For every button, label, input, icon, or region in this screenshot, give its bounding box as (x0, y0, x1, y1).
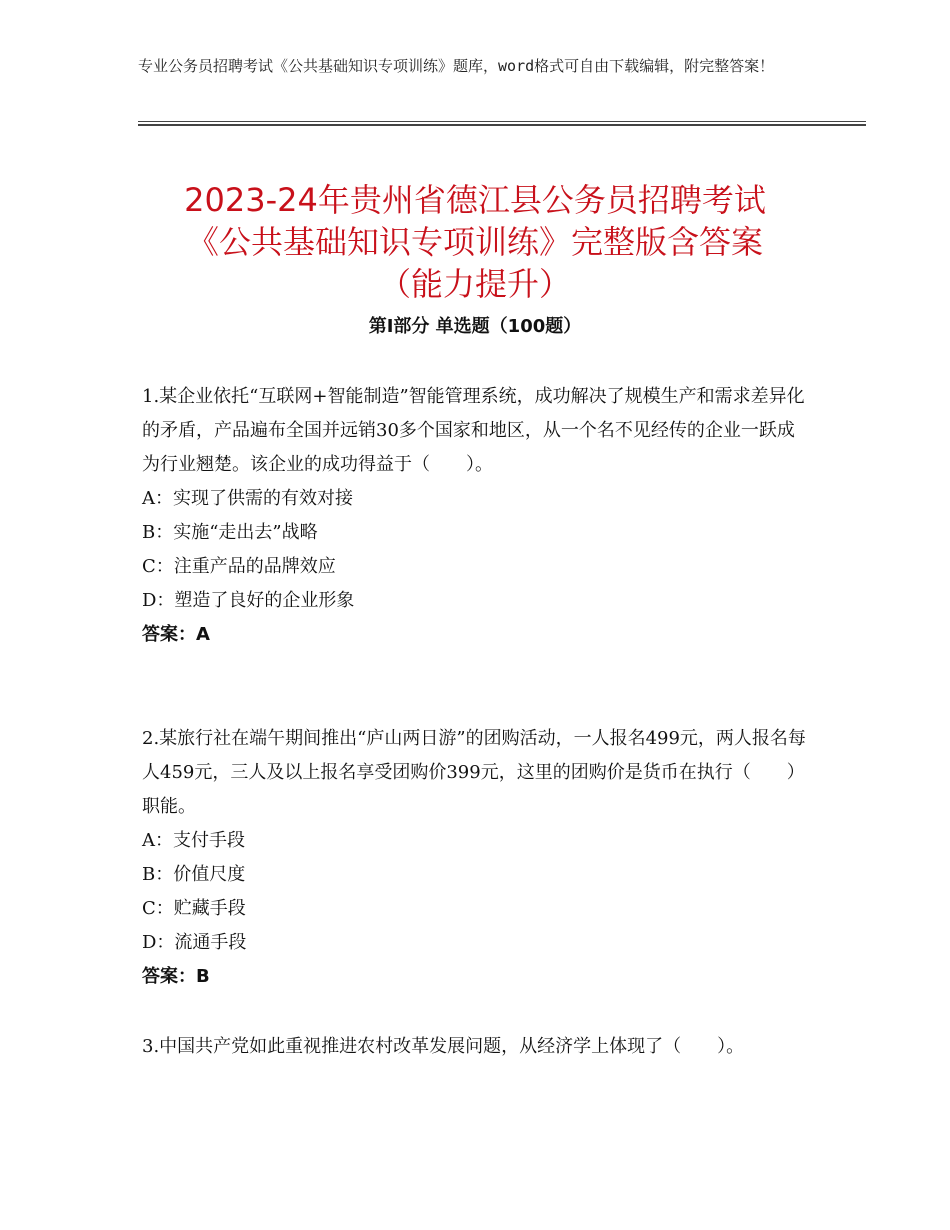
title-line-2: 《公共基础知识专项训练》完整版含答案 (186, 223, 763, 262)
option-b: B：价值尺度 (142, 864, 246, 885)
question-3 (142, 1030, 808, 1064)
option-d: D：塑造了良好的企业形象 (142, 590, 355, 611)
header-note: 专业公务员招聘考试《公共基础知识专项训练》题库，word格式可自由下载编辑，附完整答案！ (138, 57, 775, 75)
option-a: A：实现了供需的有效对接 (142, 488, 353, 509)
title-line-1: 2023-24年贵州省德江县公务员招聘考试 (184, 181, 766, 220)
question-stem: 3.中国共产党如此重视推进农村改革发展问题，从经济学上体现了（ ）。 (142, 1036, 745, 1057)
option-a: A：支付手段 (142, 830, 245, 851)
question-2 (142, 722, 808, 994)
title-line-3: （能力提升） (378, 265, 571, 304)
document-title (120, 179, 830, 305)
option-c: C：注重产品的品牌效应 (142, 556, 336, 577)
question-1 (142, 380, 808, 652)
answer-label: 答案：B (142, 966, 210, 987)
header-divider (138, 121, 866, 126)
question-stem: 2.某旅行社在端午期间推出“庐山两日游”的团购活动，一人报名499元，两人报名每人459元，三人及以上报名享受团购价399元，这里的团购价是货币在执行（ ）职能。 (142, 728, 806, 817)
question-stem: 1.某企业依托“互联网+智能制造”智能管理系统，成功解决了规模生产和需求差异化的矛盾，产品遍布全国并远销30多个国家和地区，从一个名不见经传的企业一跃成为行业翘楚。该企业的成功得益于（ ）。 (142, 386, 805, 475)
section-heading: 第Ⅰ部分 单选题（100题） (368, 316, 582, 337)
option-b: B：实施“走出去”战略 (142, 522, 318, 543)
option-c: C：贮藏手段 (142, 898, 246, 919)
answer-label: 答案：A (142, 624, 210, 645)
option-d: D：流通手段 (142, 932, 247, 953)
